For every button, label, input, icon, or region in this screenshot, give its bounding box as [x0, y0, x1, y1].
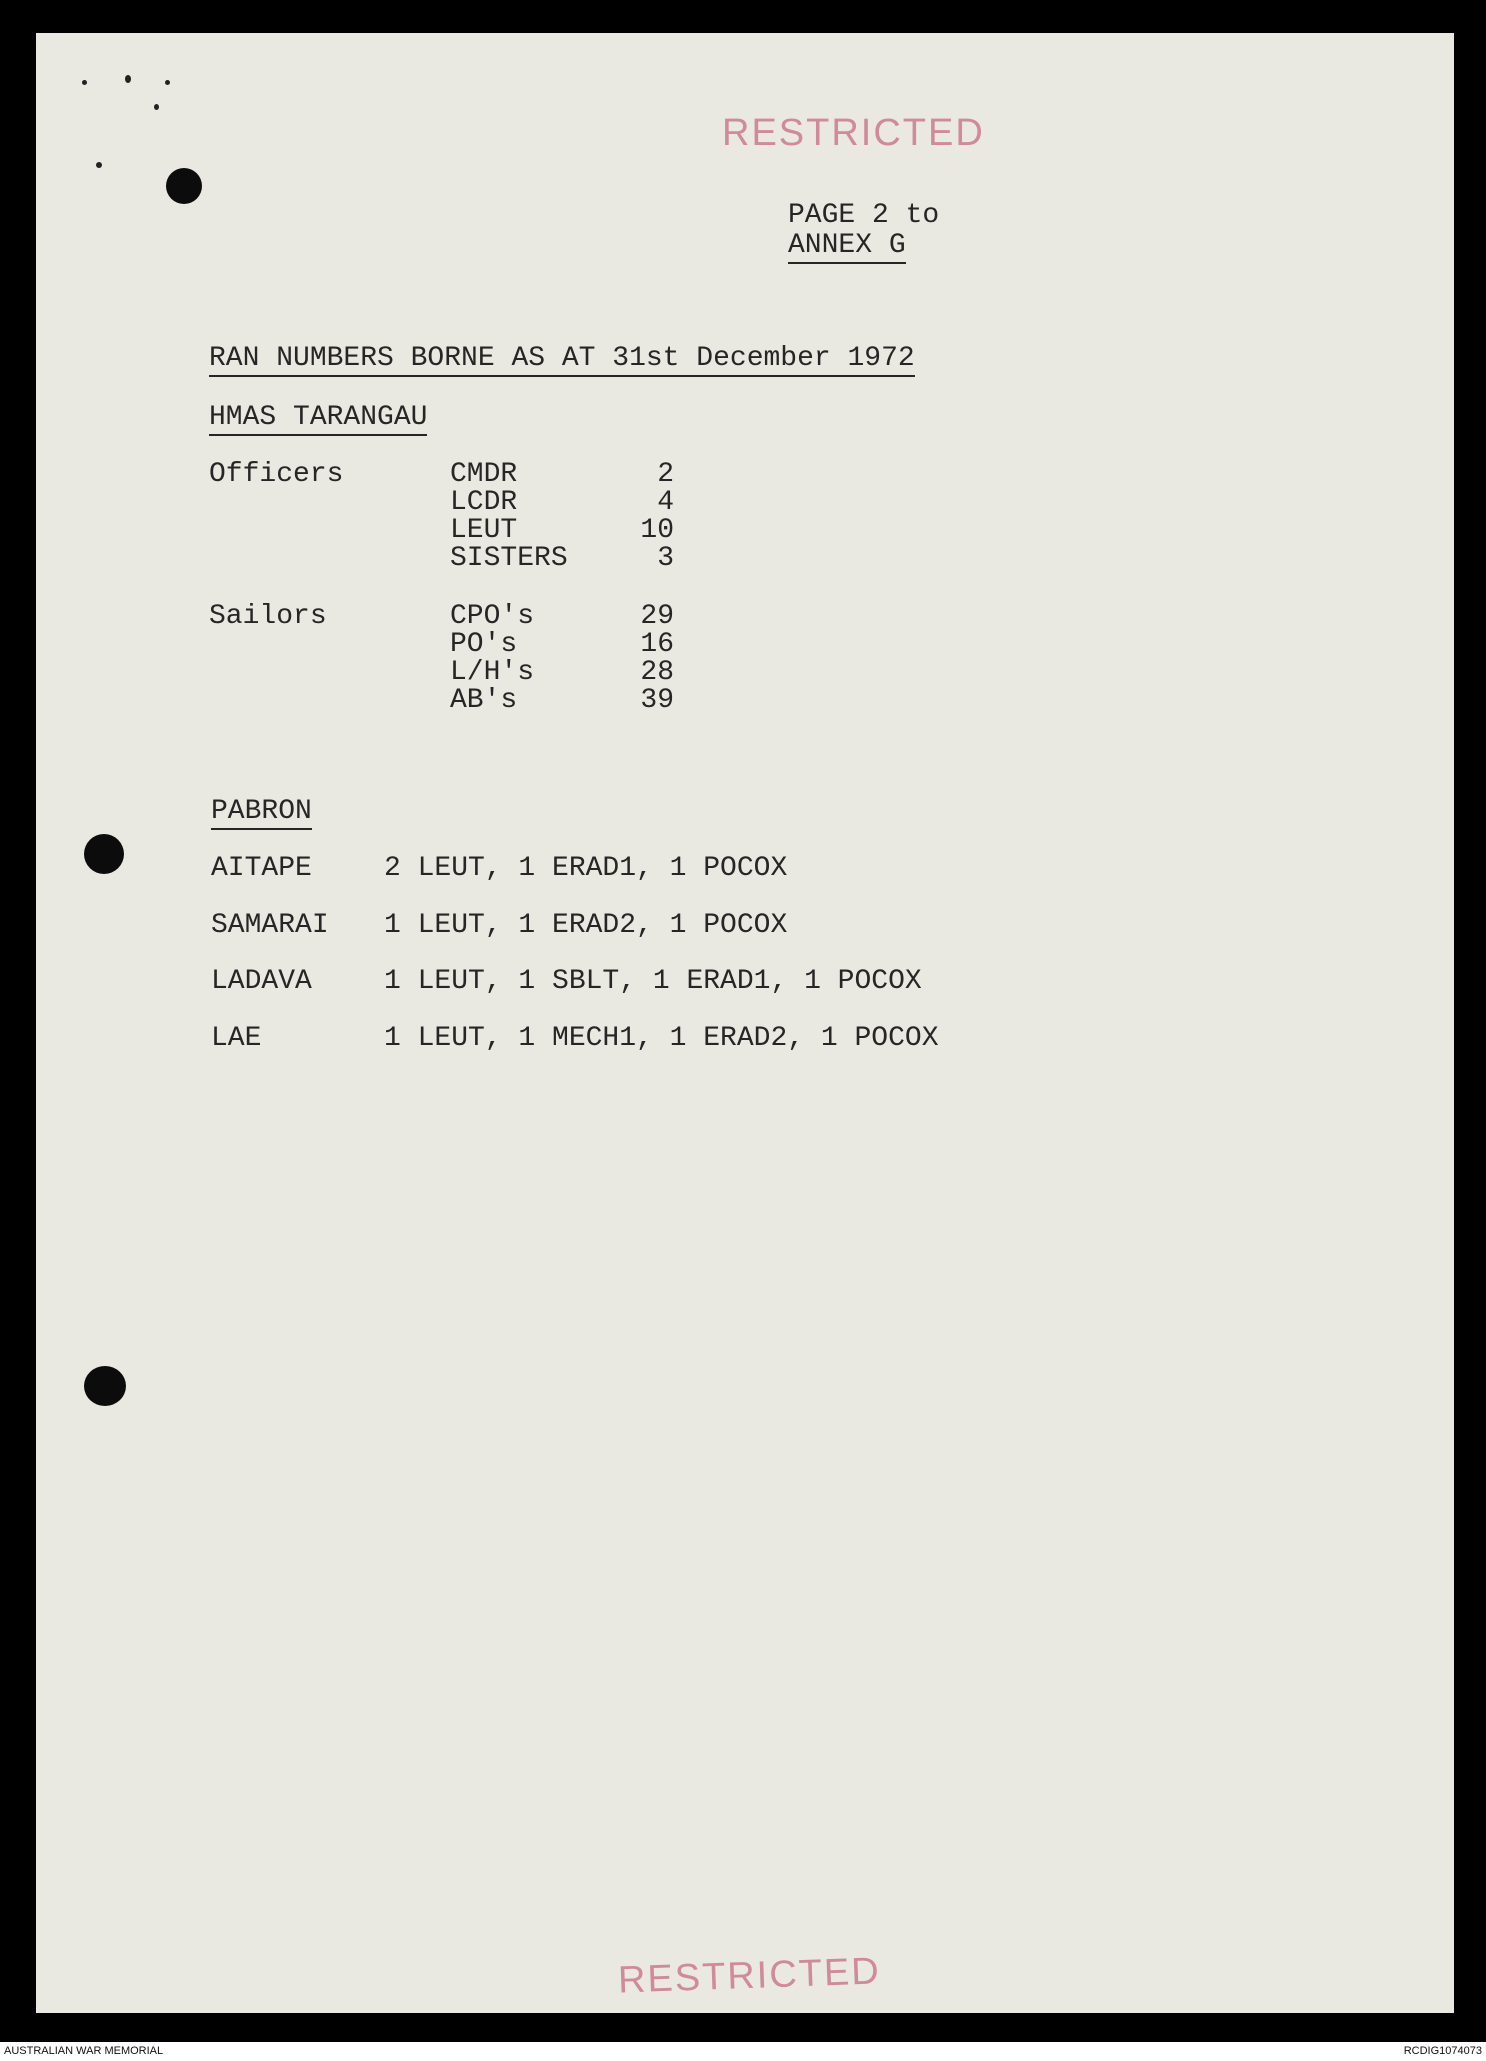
sailors-label: Sailors	[209, 601, 327, 632]
sailor-count: 39	[640, 685, 674, 716]
officers-label: Officers	[209, 459, 344, 490]
footer-source: AUSTRALIAN WAR MEMORIAL	[4, 2045, 164, 2057]
pabron-heading: PABRON	[211, 798, 312, 826]
punch-hole-top	[166, 168, 202, 204]
punch-hole-lower	[84, 1366, 126, 1406]
officer-count: 2	[657, 459, 674, 490]
sailor-rank: CPO's	[450, 601, 535, 632]
officer-rank: LEUT	[450, 515, 518, 546]
vessel-complement: 1 LEUT, 1 MECH1, 1 ERAD2, 1 POCOX	[384, 1023, 939, 1054]
punch-hole-middle	[84, 834, 124, 874]
sailor-count: 28	[640, 657, 674, 688]
officer-rank: LCDR	[450, 487, 518, 518]
sailor-rank: L/H's	[450, 657, 535, 688]
sailor-rank: PO's	[450, 629, 518, 660]
vessel-name: AITAPE	[211, 853, 312, 884]
vessel-name: SAMARAI	[211, 910, 329, 941]
officer-rank: SISTERS	[450, 543, 568, 574]
document-title: RAN NUMBERS BORNE AS AT 31st December 1972	[209, 345, 915, 373]
page-ref-line2: ANNEX G	[788, 232, 906, 260]
vessel-name: LADAVA	[211, 966, 312, 997]
vessel-name: LAE	[211, 1023, 262, 1054]
restricted-stamp-bottom: RESTRICTED	[617, 1950, 882, 2002]
staple-mark	[82, 80, 87, 85]
footer-id: RCDIG1074073	[1403, 2045, 1482, 2057]
officer-count: 3	[657, 543, 674, 574]
unit-heading: HMAS TARANGAU	[209, 404, 427, 432]
restricted-stamp-top: RESTRICTED	[722, 112, 985, 154]
vessel-complement: 1 LEUT, 1 ERAD2, 1 POCOX	[384, 910, 788, 941]
staple-mark	[96, 162, 102, 168]
officer-count: 10	[640, 515, 674, 546]
archive-footer	[0, 2042, 1486, 2061]
vessel-complement: 1 LEUT, 1 SBLT, 1 ERAD1, 1 POCOX	[384, 966, 922, 997]
vessel-complement: 2 LEUT, 1 ERAD1, 1 POCOX	[384, 853, 788, 884]
staple-mark	[154, 104, 159, 110]
officer-count: 4	[657, 487, 674, 518]
staple-mark	[165, 80, 170, 85]
officer-rank: CMDR	[450, 459, 518, 490]
page-ref-line1: PAGE 2 to	[788, 200, 940, 231]
sailor-count: 16	[640, 629, 674, 660]
sailor-rank: AB's	[450, 685, 518, 716]
sailor-count: 29	[640, 601, 674, 632]
staple-mark	[125, 75, 131, 83]
